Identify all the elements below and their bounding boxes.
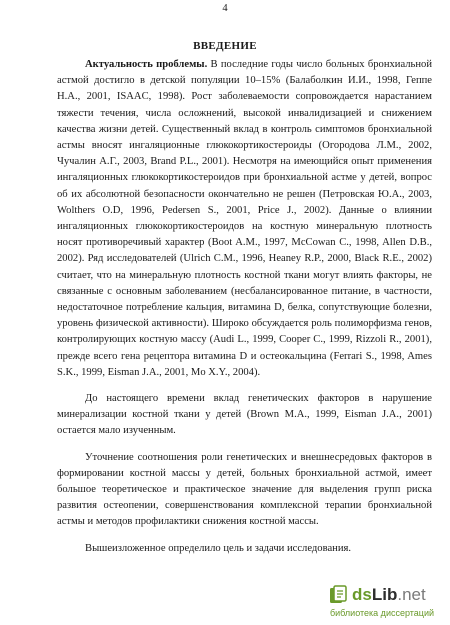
dslib-caption: библиотека диссертаций (330, 608, 435, 618)
dslib-watermark (328, 584, 448, 622)
page-number: 4 (222, 3, 228, 14)
dslib-logo-icon (328, 585, 348, 605)
paragraph-text: Вышеизложенное определило цель и задачи исследования. (85, 542, 352, 554)
dslib-brand: dsLib.net (352, 585, 426, 604)
paragraph-text: В последние годы число больных бронхиальной астмой достигло в детской популяции 10–15% (Балаболкин И.И., 1998, Геппе Н.А., 2001, ISAAC, 1998). Рост заболеваемости сопровождается нарастанием тяжести течения, числа осложнений, высокой инвалидизацией и снижением качества жизни детей. Существенный вклад в контроль симптомов бронхиальной астмы вносят ингаляционные глюкокортикостероиды (Огородова Л.М., 2002, Чучалин А.Г., 2003, Brand P.L., 2001). Несмотря на имеющийся опыт применения ингаляционных глюкокортикостероидов при бронхиальной астме у детей, вопрос об их абсолютной безопасности окончательно не решен (Петровская Ю.А., 2003, Wolthers O.D, 1996, Pedersen S., 2001, Price J., 2002). Данные о влиянии ингаляционных глюкокортикостероидов на костную минеральную плотность носят противоречивый характер (Boot A.M., 1997, McCowan C., 1998, Allen D.B., 2002). Ряд исследователей (Ulrich C.M., 1996, Heaney R.P., 2000, Black R.E., 2002) считает, что на минеральную плотность костной ткани могут влиять факторы, не связанные с основным заболеванием (несбалансированное питание, в частности, недостаточное потребление кальция, витамина D, белка, сопутствующие болезни, уровень физической активности). Широко обсуждается роль полиморфизма генов, контролирующих костную массу (Audi L., 1999, Cooper C., 1999, Rizzoli R., 2001), прежде всего гена рецептора витамина D и остеокальцина (Ferrari S., 1998, Ames S.K., 1999, Eisman J.A., 2001, Mo X.Y., 2004). (57, 59, 432, 378)
paragraph-lead: Актуальность проблемы. (85, 59, 208, 70)
paragraph-text: До настоящего времени вклад генетических факторов в нарушение минерализации костной ткани у детей (Brown M.A., 1999, Eisman J.A., 2001) остается мало изученным. (57, 393, 432, 437)
paragraph-significance (57, 450, 432, 531)
paragraph-conclusion (57, 541, 432, 557)
paragraph-text: Уточнение соотношения роли генетических и внешнесредовых факторов в формировании костной массы у детей, больных бронхиальной астмой, имеет большое теоретическое и практическое значение для выделения групп риска развития остеопении, совершенствования комплексной терапии бронхиальной астмы и методов профилактики снижения костной массы. (57, 451, 432, 528)
paragraph-relevance (57, 57, 432, 381)
paragraph-genetic-factors (57, 391, 432, 440)
document-body (57, 57, 432, 557)
section-heading: ВВЕДЕНИЕ (193, 40, 257, 52)
